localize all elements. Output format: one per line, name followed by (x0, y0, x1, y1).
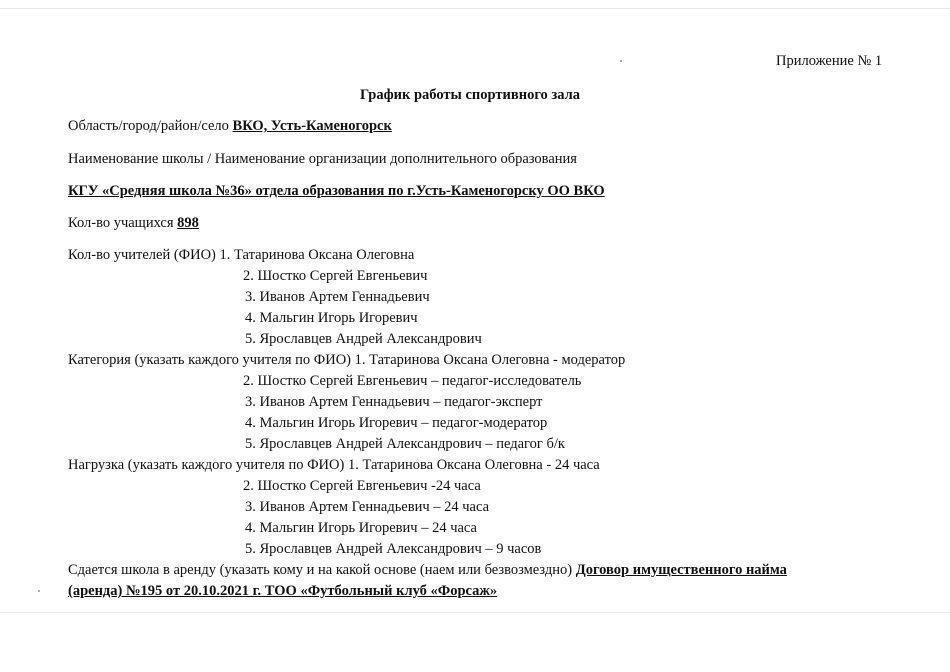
categories-label: Категория (указать каждого учителя по ФИО) (68, 352, 351, 368)
students-label: Кол-во учащихся (68, 215, 174, 231)
category-item: 4. Мальгин Игорь Игоревич – педагог-модератор (245, 415, 548, 431)
scan-line-top (0, 8, 950, 9)
region-label: Область/город/район/село (68, 118, 229, 134)
school-name: КГУ «Средняя школа №36» отдела образования по г.Усть-Каменогорску ОО ВКО (68, 183, 605, 199)
scan-line-bottom (0, 612, 950, 613)
workload-item: 5. Ярославцев Андрей Александрович – 9 часов (245, 541, 542, 557)
rent-label: Сдается школа в аренду (указать кому и на какой основе (наем или безвозмездно) (68, 562, 573, 578)
teacher-item: 2. Шостко Сергей Евгеньевич (243, 268, 428, 284)
students-value: 898 (177, 215, 199, 231)
school-name-label: Наименование школы / Наименование организации дополнительного образования (68, 151, 577, 167)
workload-item: 1. Татаринова Оксана Олеговна - 24 часа (347, 457, 600, 473)
rent-row (68, 561, 787, 579)
rent-value-line1: Договор имущественного найма (575, 562, 787, 578)
teacher-item: 3. Иванов Артем Геннадьевич (245, 289, 430, 305)
category-item: 1. Татаринова Оксана Олеговна - модератор (354, 352, 626, 368)
appendix-number: Приложение № 1 (776, 53, 883, 69)
workload-item: 3. Иванов Артем Геннадьевич – 24 часа (245, 499, 490, 515)
document-title: График работы спортивного зала (360, 87, 581, 103)
workload-item: 4. Мальгин Игорь Игоревич – 24 часа (245, 520, 477, 536)
students-row (68, 214, 199, 232)
teachers-label: Кол-во учителей (ФИО) (68, 247, 216, 263)
rent-value-line2: (аренда) №195 от 20.10.2021 г. ТОО «Футбольный клуб «Форсаж» (68, 583, 498, 599)
workload-item: 2. Шостко Сергей Евгеньевич -24 часа (243, 478, 481, 494)
workload-label: Нагрузка (указать каждого учителя по ФИО) (68, 457, 345, 473)
category-item: 3. Иванов Артем Геннадьевич – педагог-эксперт (245, 394, 543, 410)
region-row (68, 117, 392, 135)
teachers-row (68, 246, 414, 264)
category-item: 5. Ярославцев Андрей Александрович – педагог б/к (245, 436, 565, 452)
workload-row (68, 456, 600, 474)
scan-speck (620, 60, 622, 62)
teacher-item: 4. Мальгин Игорь Игоревич (245, 310, 418, 326)
teacher-item: 5. Ярославцев Андрей Александрович (245, 331, 482, 347)
category-item: 2. Шостко Сергей Евгеньевич – педагог-исследователь (243, 373, 582, 389)
region-value: ВКО, Усть-Каменогорск (232, 118, 392, 134)
teacher-item: 1. Татаринова Оксана Олеговна (219, 247, 415, 263)
categories-row (68, 351, 625, 369)
scan-speck (38, 590, 40, 592)
